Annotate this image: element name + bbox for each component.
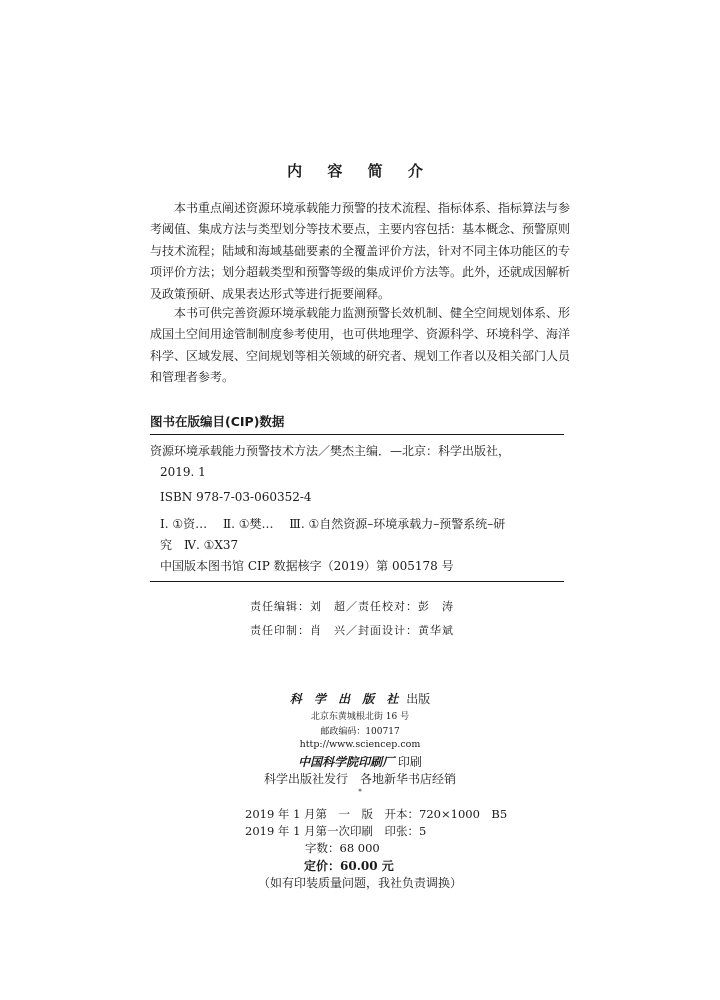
quality-note: （如有印装质量问题，我社负责调换） bbox=[257, 876, 462, 890]
printer-suffix: 印刷 bbox=[394, 755, 422, 769]
summary-paragraph-2: 本书可供完善资源环境承载能力监测预警长效机制、健全空间规划体系、形成国土空间用途管制制度参考使用，也可供地理学、资源科学、环境科学、海洋科学、区域发展、空间规划等相关领域的研究者、规划工作者以及相关部门人员和管理者参考。 bbox=[150, 306, 571, 385]
cip-reference bbox=[150, 441, 564, 483]
cip-library-number: 中国版本图书馆 CIP 数据核字（2019）第 005178 号 bbox=[160, 559, 454, 573]
cip-reference-line1: 资源环境承载能力预警技术方法／樊杰主编．—北京：科学出版社， bbox=[150, 444, 511, 458]
staff-line-2: 责任印制：肖 兴／封面设计：黄华斌 bbox=[250, 624, 454, 637]
edition-line-2: 2019 年 1 月第一次印刷 印张：5 bbox=[245, 824, 427, 838]
cip-isbn: ISBN 978-7-03-060352-4 bbox=[160, 490, 312, 504]
publisher-address: 北京东黄城根北街 16 号 bbox=[310, 712, 410, 722]
cip-classification-line1: Ⅰ. ①资… Ⅱ. ①樊… Ⅲ. ①自然资源–环境承载力–预警系统–研 bbox=[160, 517, 506, 531]
cip-heading: 图书在版编目(CIP)数据 bbox=[150, 414, 285, 429]
edition-line-1: 2019 年 1 月第 一 版 开本：720×1000 B5 bbox=[245, 807, 508, 821]
separator-mark: * bbox=[358, 788, 362, 796]
staff-line-1: 责任编辑：刘 超／责任校对：彭 涛 bbox=[250, 600, 454, 613]
publisher-line bbox=[0, 690, 720, 707]
price: 定价：60.00 元 bbox=[304, 859, 394, 873]
cip-bottom-rule bbox=[150, 581, 564, 582]
word-count: 字数：68 000 bbox=[305, 841, 380, 855]
cip-classification-line2: 究 Ⅳ. ①X37 bbox=[160, 538, 239, 552]
publisher-name: 科 学 出 版 社 bbox=[289, 692, 403, 706]
publisher-suffix: 出版 bbox=[402, 692, 431, 706]
publisher-url: http://www.sciencep.com bbox=[299, 739, 421, 750]
distribution-line: 科学出版社发行 各地新华书店经销 bbox=[263, 772, 456, 786]
publisher-postcode: 邮政编码：100717 bbox=[320, 727, 400, 737]
cip-reference-line2: 2019. 1 bbox=[160, 465, 206, 479]
cip-classification bbox=[160, 514, 574, 556]
summary-paragraph-1: 本书重点阐述资源环境承载能力预警的技术流程、指标体系、指标算法与参考阈值、集成方法与类型划分等技术要点，主要内容包括：基本概念、预警原则与技术流程；陆域和海域基础要素的全覆盖评价方法，针对不同主体功能区的专项评价方法；划分超载类型和预警等级的集成评价方法等。此外，还就成因解析及政策预研、成果表达形式等进行扼要阐释。 bbox=[150, 201, 571, 301]
cip-top-rule bbox=[150, 434, 564, 435]
printer-name: 中国科学院印刷厂 bbox=[298, 755, 395, 769]
printer-line bbox=[0, 753, 720, 770]
summary-title: 内 容 简 介 bbox=[287, 162, 433, 180]
